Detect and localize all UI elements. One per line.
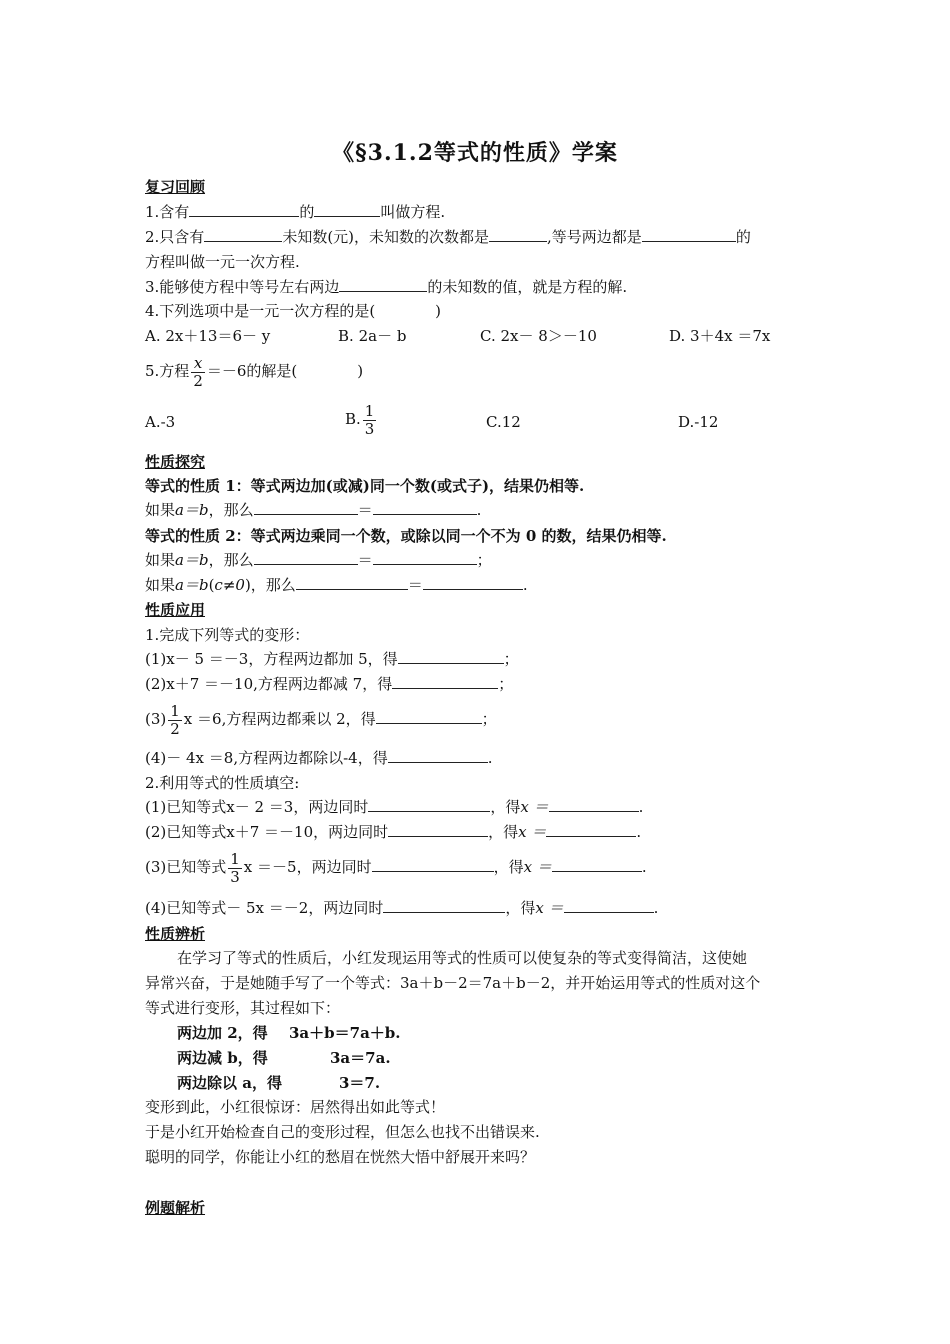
apply-q2-item-4: (4)已知等式－ 5x ＝－2，两边同时 ，得x ＝ . <box>145 899 659 917</box>
blank <box>339 277 427 292</box>
discuss-sentence-3: 聪明的同学，你能让小红的愁眉在恍然大悟中舒展开来吗？ <box>145 1148 536 1166</box>
discuss-paragraph-3: 等式进行变形，其过程如下： <box>145 999 341 1017</box>
section-example: 例题解析 <box>145 1199 206 1217</box>
blank <box>204 227 282 242</box>
blank <box>383 898 505 913</box>
blank <box>398 649 504 664</box>
section-discuss: 性质辨析 <box>145 925 206 943</box>
blank <box>254 500 358 515</box>
blank <box>254 550 358 565</box>
property-1: 等式的性质 1：等式两边加(或减)同一个数(或式子)，结果仍相等. <box>145 477 585 495</box>
review-q2: 2.只含有 未知数(元)，未知数的次数都是 ,等号两边都是 的 <box>145 228 751 246</box>
discuss-paragraph-2: 异常兴奋，于是她随手写了一个等式：3a＋b－2＝7a＋b－2，并开始运用等式的性质对这个 <box>145 974 761 992</box>
discuss-sentence-2: 于是小红开始检查自己的变形过程，但怎么也找不出错误来. <box>145 1123 540 1141</box>
q4-option-a: A. 2x＋13＝6－ y <box>145 327 271 345</box>
discuss-step-1-expr: 3a＋b＝7a＋b. <box>289 1024 401 1042</box>
apply-q1: 1.完成下列等式的变形： <box>145 626 310 644</box>
review-q4: 4.下列选项中是一元一次方程的是( ) <box>145 302 442 320</box>
blank <box>314 202 380 217</box>
blank <box>296 575 408 590</box>
blank <box>423 575 523 590</box>
q4-option-c: C. 2x－ 8＞－10 <box>480 327 597 345</box>
blank <box>388 822 488 837</box>
review-q3: 3.能够使方程中等号左右两边 的未知数的值，就是方程的解. <box>145 278 628 296</box>
blank <box>388 748 488 763</box>
q4-option-d: D. 3＋4x ＝7x <box>669 327 771 345</box>
property-2: 等式的性质 2：等式两边乘同一个数，或除以同一个不为 0 的数，结果仍相等. <box>145 527 667 545</box>
q5-option-c: C.12 <box>486 413 521 431</box>
discuss-sentence-1: 变形到此，小红很惊讶：居然得出如此等式！ <box>145 1098 446 1116</box>
apply-q2-item-1: (1)已知等式x－ 2 ＝3，两边同时 ，得x ＝ . <box>145 798 644 816</box>
q5-option-d: D.-12 <box>678 413 719 431</box>
property-2-if: 如果a＝b，那么 ＝ ； <box>145 551 492 569</box>
blank <box>372 857 494 872</box>
discuss-step-2-label: 两边减 b，得 <box>177 1049 268 1067</box>
apply-q1-item-4: (4)－ 4x ＝8,方程两边都除以-4，得 . <box>145 749 493 767</box>
apply-q1-item-3: (3) $\frac{1}{2}$ x ＝6,方程两边都乘以 2，得 ； <box>145 701 497 738</box>
blank <box>564 898 654 913</box>
q5-option-b: B. $\frac{1}{3}$ <box>345 401 375 438</box>
apply-q2-item-2: (2)已知等式x＋7 ＝－10，两边同时 ，得x ＝ . <box>145 823 642 841</box>
blank <box>189 202 299 217</box>
blank <box>546 822 636 837</box>
discuss-step-3-expr: 3＝7. <box>339 1074 381 1092</box>
page-title: 《§3.1.2等式的性质》学案 <box>332 140 618 166</box>
blank <box>489 227 547 242</box>
section-explore: 性质探究 <box>145 453 206 471</box>
review-q2-line2: 方程叫做一元一次方程. <box>145 253 300 271</box>
blank <box>373 500 477 515</box>
discuss-step-3-label: 两边除以 a，得 <box>177 1074 282 1092</box>
discuss-paragraph-1: 在学习了等式的性质后，小红发现运用等式的性质可以使复杂的等式变得简洁，这使她 <box>177 949 748 967</box>
discuss-step-2-expr: 3a＝7a. <box>330 1049 391 1067</box>
q4-option-b: B. 2a－ b <box>338 327 407 345</box>
review-q5: 5.方程 $\frac{x}{2}$ ＝－6的解是( ) <box>145 353 364 390</box>
property-1-if: 如果a＝b，那么 ＝ . <box>145 501 482 519</box>
blank <box>373 550 477 565</box>
review-q1: 1.含有 的 叫做方程. <box>145 203 446 221</box>
blank <box>376 709 482 724</box>
discuss-step-1-label: 两边加 2，得 <box>177 1024 268 1042</box>
q5-option-a: A.-3 <box>145 413 176 431</box>
section-apply: 性质应用 <box>145 601 206 619</box>
blank <box>642 227 736 242</box>
property-2-if-c: 如果a＝b(c≠0)，那么 ＝ . <box>145 576 528 594</box>
blank <box>549 797 639 812</box>
apply-q1-item-2: (2)x＋7 ＝－10,方程两边都减 7，得 ； <box>145 675 514 693</box>
blank <box>368 797 490 812</box>
apply-q1-item-1: (1)x－ 5 ＝－3，方程两边都加 5，得 ； <box>145 650 519 668</box>
apply-q2: 2.利用等式的性质填空: <box>145 774 300 792</box>
apply-q2-item-3: (3)已知等式 $\frac{1}{3}$ x ＝－5，两边同时 ，得x ＝ . <box>145 849 647 886</box>
blank <box>552 857 642 872</box>
q5-fraction: $\frac{x}{2}$ <box>193 353 203 390</box>
blank <box>392 674 498 689</box>
section-review: 复习回顾 <box>145 178 206 196</box>
